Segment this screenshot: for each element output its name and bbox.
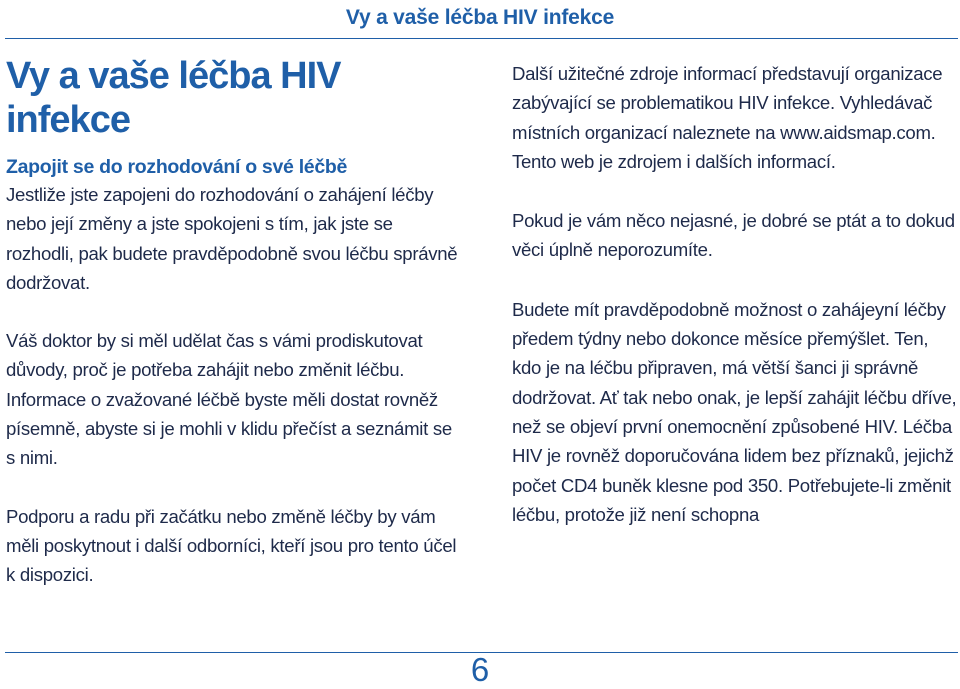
section-subheading: Zapojit se do rozhodování o své léčbě (6, 156, 348, 178)
left-paragraph-3: Podporu a radu při začátku nebo změně léčby by vám měli poskytnout i další odborníci, kteří jsou pro tento účel k dispozici. (6, 505, 457, 586)
page-number: 6 (470, 651, 490, 688)
page-title: Vy a vaše léčba HIV infekce (6, 55, 341, 141)
left-paragraph-2: Váš doktor by si měl udělat čas s vámi prodiskutovat důvody, proč je potřeba zahájit nebo změnit léčbu. Informace o zvažované léčbě byste měli dostat rovněž písemně, abyste si je mohli v klidu přečíst a seznámit se s nimi. (6, 330, 452, 469)
right-paragraph-2: Pokud je vám něco nejasné, je dobré se ptát a to dokud věci úplně neporozumíte. (512, 210, 955, 261)
right-paragraph-1: Další užitečné zdroje informací představují organizace zabývající se problematikou HIV infekce. Vyhledávač místních organizací naleznete na www.aidsmap.com. Tento web je zdrojem i dalších informací. (512, 63, 943, 172)
top-divider (5, 38, 958, 39)
left-paragraph-1: Jestliže jste zapojeni do rozhodování o zahájení léčby nebo její změny a jste spokojeni s tím, jak jste se rozhodli, pak budete pravděpodobně svou léčbu správně dodržovat. (6, 184, 458, 293)
right-paragraph-3: Budete mít pravděpodobně možnost o zahájeyní léčby předem týdny nebo dokonce měsíce přemýšlet. Ten, kdo je na léčbu připraven, má větší šanci ji správně dodržovat. Ať tak nebo onak, je lepší zahájit léčbu dříve, než se objeví první onemocnění způsobené HIV. Léčba HIV je rovněž doporučována lidem bez příznaků, jejichž počet CD4 buněk klesne pod 350. Potřebujete-li změnit léčbu, protože již není schopna (512, 298, 957, 525)
running-header-title: Vy a vaše léčba HIV infekce (345, 6, 615, 29)
left-column (6, 54, 458, 590)
right-column (512, 54, 958, 529)
